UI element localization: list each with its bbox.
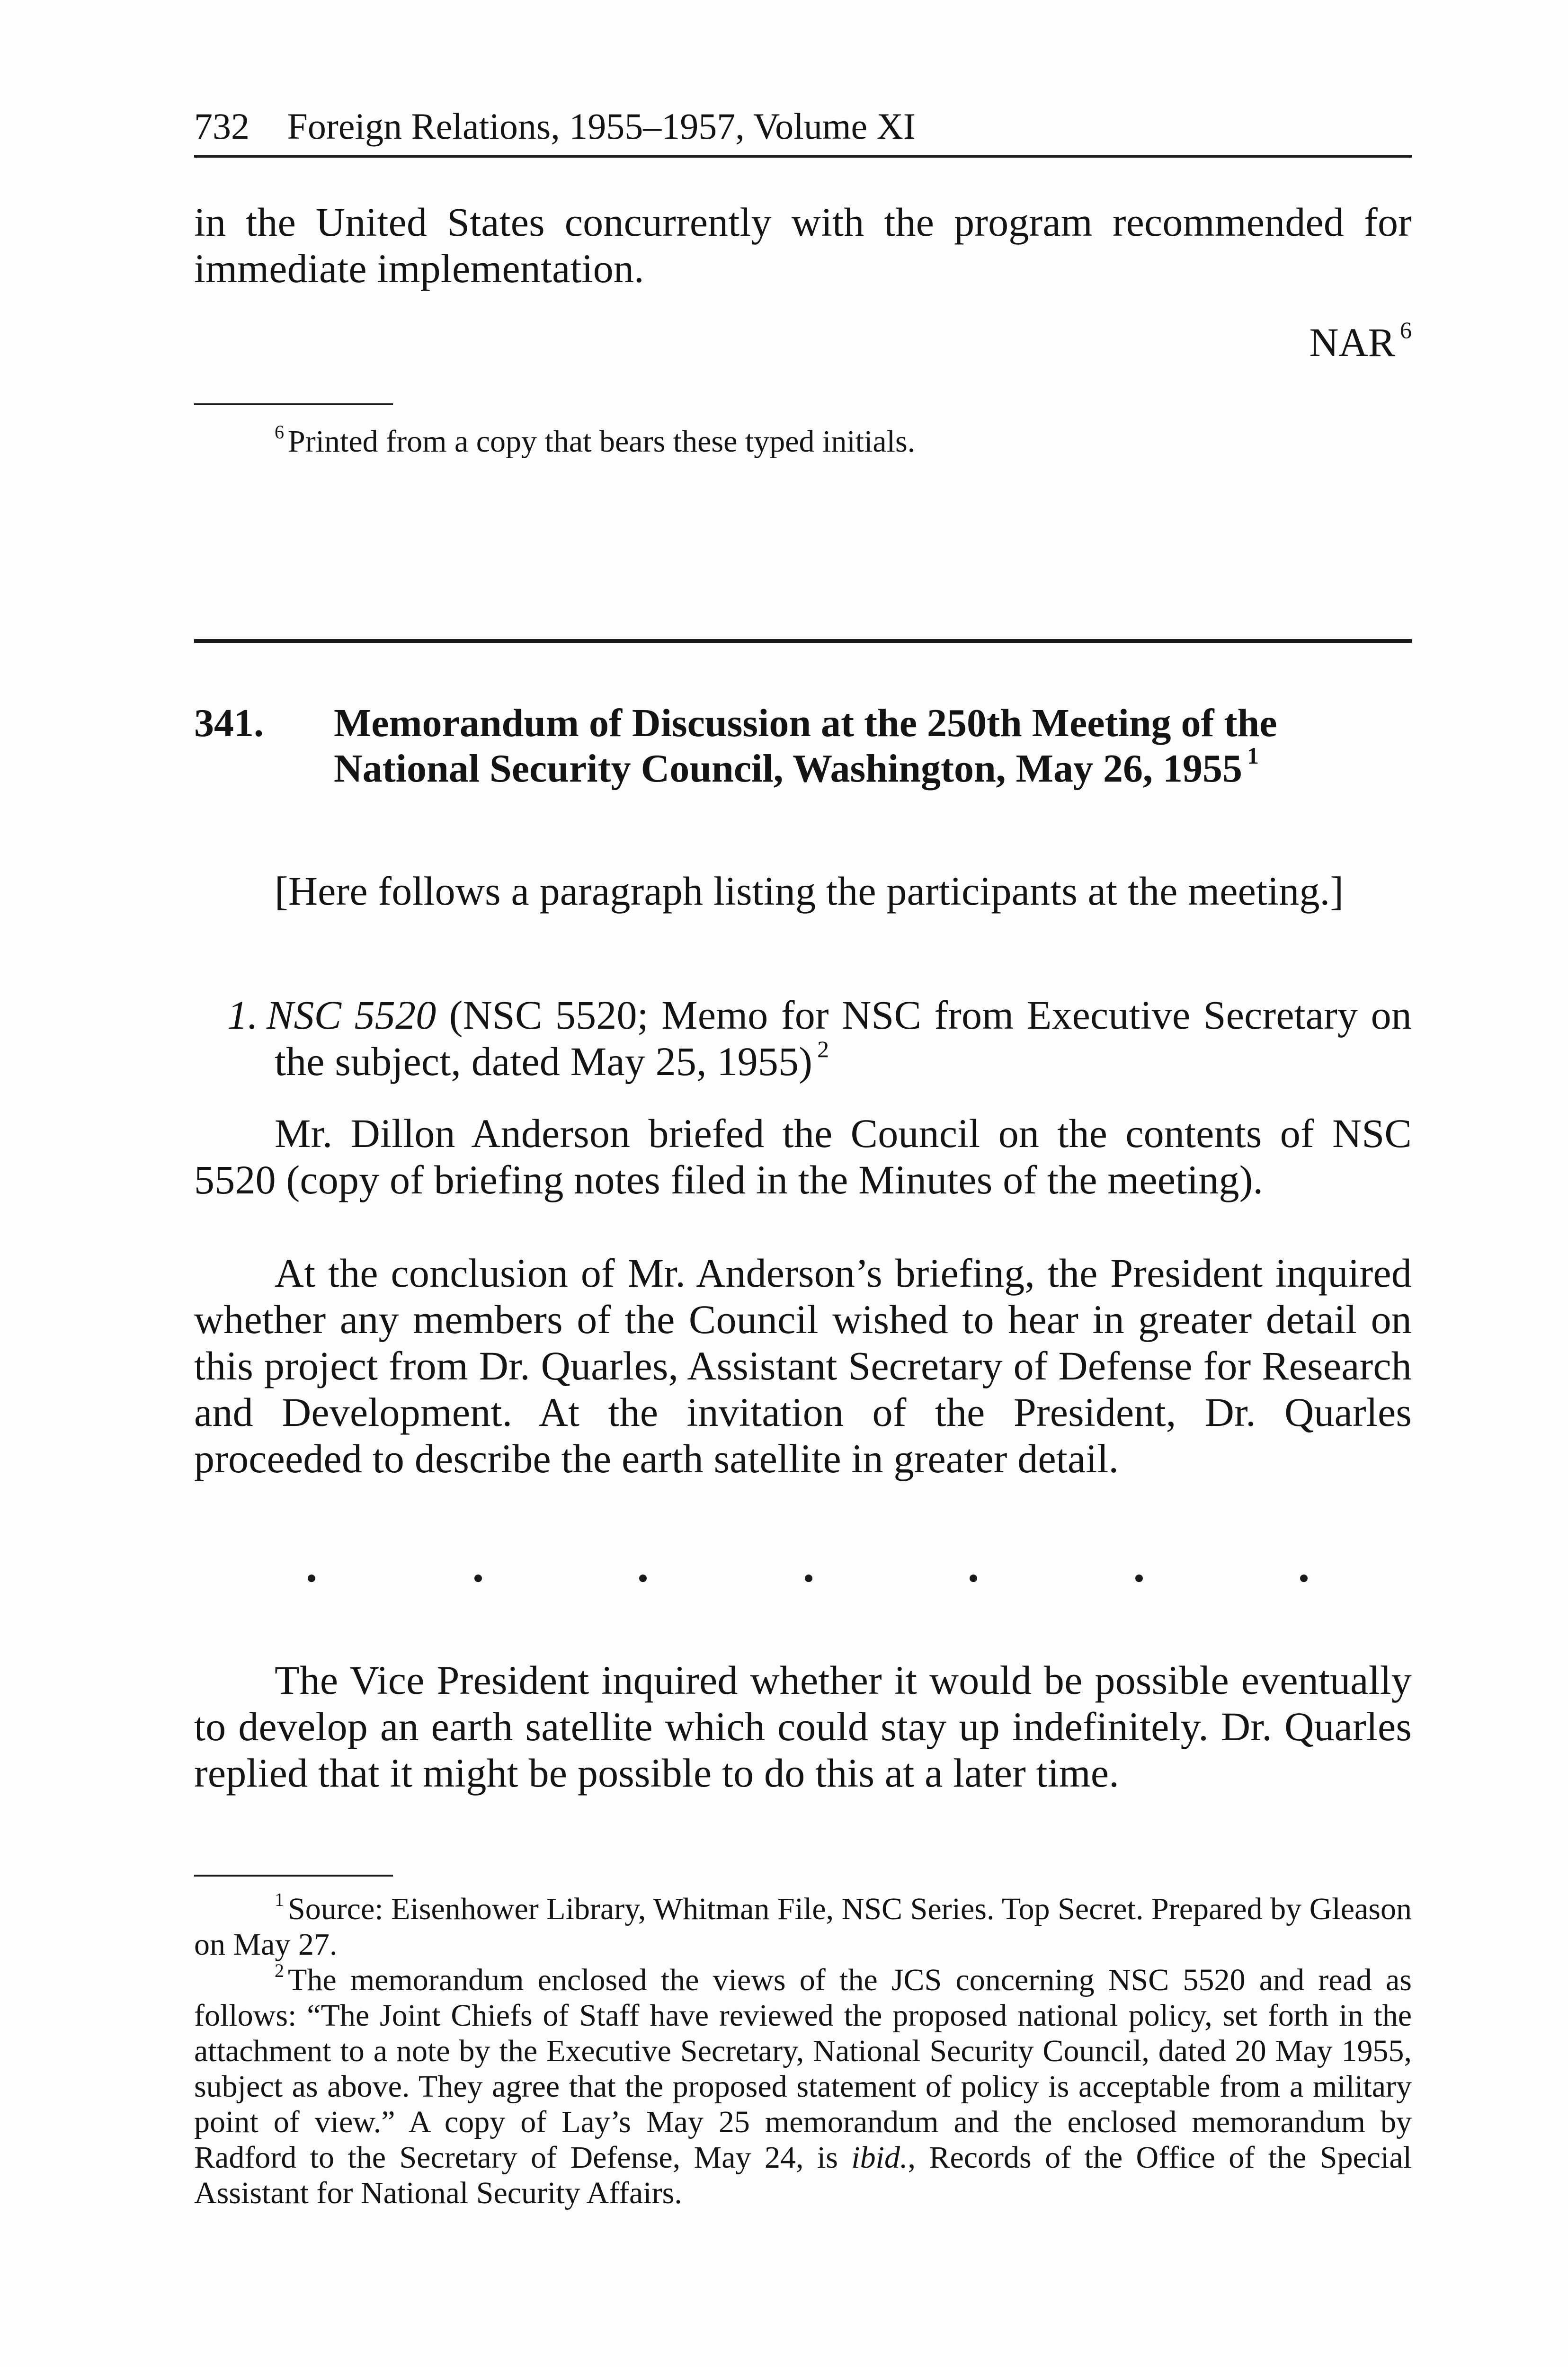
agenda-item-code: NSC 5520 (266, 992, 437, 1038)
agenda-item-1 (194, 992, 1412, 1085)
footnote-number: 1 (275, 1889, 284, 1910)
ellipsis-dot (474, 1575, 482, 1582)
footnote-rule (194, 403, 393, 405)
document-number: 341. (194, 701, 264, 745)
footnote-text-end: , Records of the Office of the Special Assistant for National Security Affairs. (194, 2140, 1412, 2210)
page-number: 732 (194, 106, 249, 147)
typed-initials (1309, 317, 1412, 365)
omission-ellipsis (194, 1562, 1412, 1591)
running-header (194, 108, 916, 145)
paragraph-anderson: Mr. Dillon Anderson briefed the Council on the contents of NSC 5520 (copy of briefing notes filed in the Minutes of the meeting). (194, 1111, 1412, 1202)
initials-text: NAR (1309, 320, 1395, 365)
ellipsis-dot (970, 1575, 977, 1582)
agenda-item-number: 1. (227, 992, 258, 1038)
paragraph-conclusion: At the conclusion of Mr. Anderson’s briefing, the President inquired whether any members of the Council wished to hear in greater detail on this project from Dr. Quarles, Assistant Secretary of Defense for Research and Development. At the invitation of the President, Dr. Quarles proceeded to describe the earth satellite in greater detail. (194, 1250, 1412, 1481)
ellipsis-dot (805, 1575, 812, 1582)
footnote-ibid: ibid. (851, 2140, 908, 2175)
footnote-2 (194, 1962, 1412, 2211)
ellipsis-dot (1135, 1575, 1143, 1582)
footnote-1 (194, 1891, 1412, 1962)
footnote-ref-2: 2 (817, 1036, 829, 1062)
section-divider (194, 639, 1412, 643)
footnote-ref-6: 6 (1400, 317, 1412, 343)
document-title (334, 701, 1412, 792)
ellipsis-dot (308, 1575, 315, 1582)
footnote-text: Source: Eisenhower Library, Whitman File, NSC Series. Top Secret. Prepared by Gleason on May 27. (194, 1892, 1412, 1962)
ellipsis-dot (639, 1575, 647, 1582)
ellipsis-dot (1300, 1575, 1308, 1582)
footnote-text: The memorandum enclosed the views of the JCS concerning NSC 5520 and read as follows: “The Joint Chiefs of Staff have reviewed the proposed national policy, set forth in the attachment to a note by the Executive Secretary, National Security Council, dated 20 May 1955, subject as above. They agree that the proposed statement of policy is acceptable from a military point of view.” A copy of Lay’s May 25 memorandum and the enclosed memorandum by Radford to the Secretary of Defense, May 24, is (194, 1963, 1412, 2175)
footnote-ref-1: 1 (1247, 742, 1259, 769)
footnote-number: 2 (275, 1960, 284, 1981)
volume-title: Foreign Relations, 1955–1957, Volume XI (287, 106, 916, 147)
footnote-text: Printed from a copy that bears these typed initials. (288, 424, 916, 459)
continuation-paragraph: in the United States concurrently with the program recommended for immediate implementation. (194, 199, 1412, 291)
paragraph-vice-president: The Vice President inquired whether it would be possible eventually to develop an earth satellite which could stay up indefinitely. Dr. Quarles replied that it might be possible to do this at a later time. (194, 1657, 1412, 1796)
participants-note: [Here follows a paragraph listing the participants at the meeting.] (275, 868, 1344, 914)
footnote-6 (194, 421, 1412, 459)
header-rule (194, 155, 1412, 158)
agenda-item-text: (NSC 5520; Memo for NSC from Executive Secretary on the subject, dated May 25, 1955) (275, 992, 1412, 1084)
document-title-text: Memorandum of Discussion at the 250th Meeting of the National Security Council, Washington, May 26, 1955 (334, 701, 1277, 791)
footnote-rule (194, 1875, 393, 1877)
footnote-number: 6 (275, 421, 284, 443)
